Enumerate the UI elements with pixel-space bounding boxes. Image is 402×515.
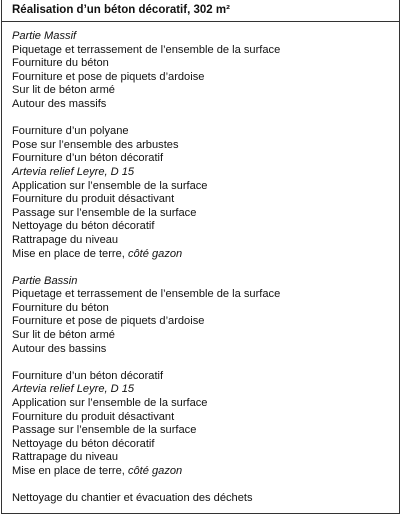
text-line bbox=[12, 180, 397, 194]
line-text: Fourniture et pose de piquets d’ardoise bbox=[12, 315, 205, 328]
line-text: Sur lit de béton armé bbox=[12, 329, 115, 342]
line-text: Mise en place de terre, bbox=[12, 465, 128, 477]
document-frame bbox=[1, 0, 400, 514]
line-text: Nettoyage du béton décoratif bbox=[12, 437, 155, 450]
text-line bbox=[12, 248, 397, 262]
line-text: Passage sur l’ensemble de la surface bbox=[12, 424, 197, 437]
text-line bbox=[12, 465, 397, 479]
text-line bbox=[12, 275, 397, 289]
text-line bbox=[12, 329, 397, 343]
text-line bbox=[12, 288, 397, 302]
block-spacer bbox=[12, 112, 397, 126]
text-line bbox=[12, 125, 397, 139]
line-text: Fourniture du produit désactivant bbox=[12, 410, 175, 423]
text-line bbox=[12, 411, 397, 425]
line-text: Artevia relief Leyre, D 15 bbox=[12, 383, 135, 396]
title-bar bbox=[2, 0, 399, 22]
text-line bbox=[12, 57, 397, 71]
document-title: Réalisation d’un béton décoratif, 302 m² bbox=[12, 4, 230, 16]
text-line bbox=[12, 302, 397, 316]
line-text: Sur lit de béton armé bbox=[12, 84, 115, 97]
line-text: Partie Massif bbox=[12, 30, 77, 42]
text-line bbox=[12, 98, 397, 112]
line-text: Application sur l’ensemble de la surface bbox=[12, 179, 208, 192]
line-text: Mise en place de terre, bbox=[12, 247, 128, 260]
text-line bbox=[12, 424, 397, 438]
line-text: Partie Bassin bbox=[12, 274, 78, 287]
text-line bbox=[12, 370, 397, 384]
block-spacer bbox=[12, 261, 397, 275]
text-line bbox=[12, 315, 397, 329]
text-line bbox=[12, 193, 397, 207]
line-text: Fourniture d’un polyane bbox=[12, 125, 129, 138]
text-line bbox=[12, 30, 397, 44]
text-line bbox=[12, 383, 397, 397]
block-spacer bbox=[12, 356, 397, 370]
text-line bbox=[12, 397, 397, 411]
line-text: Fourniture et pose de piquets d’ardoise bbox=[12, 70, 205, 83]
line-text: Fourniture du béton bbox=[12, 301, 109, 314]
line-text: Piquetage et terrassement de l’ensemble de la surface bbox=[12, 43, 281, 56]
line-text: Fourniture du béton bbox=[12, 57, 109, 70]
line-text-italic: côté gazon bbox=[127, 465, 183, 477]
text-line bbox=[12, 220, 397, 234]
text-line bbox=[12, 71, 397, 85]
document-body bbox=[12, 30, 397, 506]
text-line bbox=[12, 438, 397, 452]
text-line bbox=[12, 492, 397, 506]
line-text: Autour des massifs bbox=[12, 97, 107, 110]
line-text: Fourniture du produit désactivant bbox=[12, 193, 175, 206]
block-spacer bbox=[12, 479, 397, 493]
line-text: Fourniture d’un béton décoratif bbox=[12, 369, 164, 382]
line-text: Nettoyage du béton décoratif bbox=[12, 220, 155, 233]
line-text-italic: côté gazon bbox=[127, 247, 183, 260]
text-line bbox=[12, 139, 397, 153]
line-text: Nettoyage du chantier et évacuation des déchets bbox=[12, 492, 253, 505]
line-text: Fourniture d’un béton décoratif bbox=[12, 152, 164, 165]
line-text: Rattrapage du niveau bbox=[12, 451, 119, 464]
text-line bbox=[12, 207, 397, 221]
text-line bbox=[12, 166, 397, 180]
text-line bbox=[12, 44, 397, 58]
text-line bbox=[12, 343, 397, 357]
line-text: Application sur l’ensemble de la surface bbox=[12, 397, 208, 410]
line-text: Pose sur l’ensemble des arbustes bbox=[12, 138, 179, 151]
line-text: Rattrapage du niveau bbox=[12, 233, 119, 246]
line-text: Autour des bassins bbox=[12, 342, 107, 355]
line-text: Artevia relief Leyre, D 15 bbox=[12, 165, 135, 178]
line-text: Passage sur l’ensemble de la surface bbox=[12, 206, 197, 219]
text-line bbox=[12, 234, 397, 248]
text-line bbox=[12, 152, 397, 166]
text-line bbox=[12, 84, 397, 98]
line-text: Piquetage et terrassement de l’ensemble de la surface bbox=[12, 288, 281, 301]
text-line bbox=[12, 451, 397, 465]
